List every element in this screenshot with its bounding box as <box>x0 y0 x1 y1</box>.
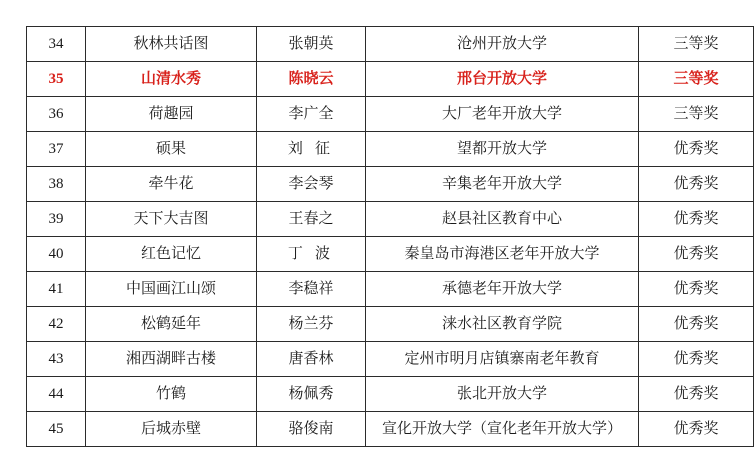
cell-award: 优秀奖 <box>639 412 754 447</box>
cell-org: 定州市明月店镇寨南老年教育 <box>366 342 639 377</box>
table-row <box>27 307 754 342</box>
cell-no: 35 <box>27 62 86 97</box>
cell-author: 李稳祥 <box>257 272 366 307</box>
cell-no: 39 <box>27 202 86 237</box>
cell-work: 硕果 <box>86 132 257 167</box>
cell-no: 37 <box>27 132 86 167</box>
cell-award: 优秀奖 <box>639 342 754 377</box>
cell-org: 沧州开放大学 <box>366 27 639 62</box>
table-row <box>27 132 754 167</box>
cell-no: 41 <box>27 272 86 307</box>
cell-work: 竹鹤 <box>86 377 257 412</box>
table-row <box>27 272 754 307</box>
cell-org: 宣化开放大学（宣化老年开放大学） <box>366 412 639 447</box>
cell-author: 张朝英 <box>257 27 366 62</box>
table-row <box>27 237 754 272</box>
cell-org: 望都开放大学 <box>366 132 639 167</box>
cell-award: 优秀奖 <box>639 202 754 237</box>
cell-org: 辛集老年开放大学 <box>366 167 639 202</box>
cell-award: 优秀奖 <box>639 272 754 307</box>
table-row <box>27 412 754 447</box>
cell-award: 优秀奖 <box>639 167 754 202</box>
cell-award: 优秀奖 <box>639 237 754 272</box>
cell-org: 赵县社区教育中心 <box>366 202 639 237</box>
award-table-body <box>27 27 754 447</box>
cell-org: 涞水社区教育学院 <box>366 307 639 342</box>
cell-no: 34 <box>27 27 86 62</box>
cell-work: 后城赤壁 <box>86 412 257 447</box>
cell-org: 大厂老年开放大学 <box>366 97 639 132</box>
cell-author: 丁 波 <box>257 237 366 272</box>
cell-author: 刘 征 <box>257 132 366 167</box>
cell-award: 三等奖 <box>639 62 754 97</box>
cell-no: 40 <box>27 237 86 272</box>
cell-author: 杨兰芬 <box>257 307 366 342</box>
award-table <box>26 26 754 447</box>
cell-work: 中国画江山颂 <box>86 272 257 307</box>
cell-work: 湘西湖畔古楼 <box>86 342 257 377</box>
cell-work: 山清水秀 <box>86 62 257 97</box>
cell-author: 陈晓云 <box>257 62 366 97</box>
cell-work: 秋林共话图 <box>86 27 257 62</box>
cell-author: 骆俊南 <box>257 412 366 447</box>
cell-award: 三等奖 <box>639 97 754 132</box>
cell-author: 李会琴 <box>257 167 366 202</box>
table-row <box>27 97 754 132</box>
cell-author: 李广全 <box>257 97 366 132</box>
cell-no: 36 <box>27 97 86 132</box>
cell-work: 牵牛花 <box>86 167 257 202</box>
cell-work: 荷趣园 <box>86 97 257 132</box>
cell-work: 红色记忆 <box>86 237 257 272</box>
cell-author: 杨佩秀 <box>257 377 366 412</box>
cell-no: 38 <box>27 167 86 202</box>
cell-award: 优秀奖 <box>639 377 754 412</box>
cell-org: 秦皇岛市海港区老年开放大学 <box>366 237 639 272</box>
table-row-highlighted <box>27 62 754 97</box>
cell-award: 优秀奖 <box>639 132 754 167</box>
table-row <box>27 377 754 412</box>
table-row <box>27 167 754 202</box>
cell-work: 松鹤延年 <box>86 307 257 342</box>
cell-no: 43 <box>27 342 86 377</box>
cell-org: 承德老年开放大学 <box>366 272 639 307</box>
cell-org: 邢台开放大学 <box>366 62 639 97</box>
table-row <box>27 27 754 62</box>
cell-work: 天下大吉图 <box>86 202 257 237</box>
cell-author: 王春之 <box>257 202 366 237</box>
cell-no: 45 <box>27 412 86 447</box>
cell-no: 44 <box>27 377 86 412</box>
award-table-container <box>26 26 728 447</box>
table-row <box>27 342 754 377</box>
table-row <box>27 202 754 237</box>
cell-org: 张北开放大学 <box>366 377 639 412</box>
cell-no: 42 <box>27 307 86 342</box>
cell-award: 优秀奖 <box>639 307 754 342</box>
cell-author: 唐香林 <box>257 342 366 377</box>
cell-award: 三等奖 <box>639 27 754 62</box>
